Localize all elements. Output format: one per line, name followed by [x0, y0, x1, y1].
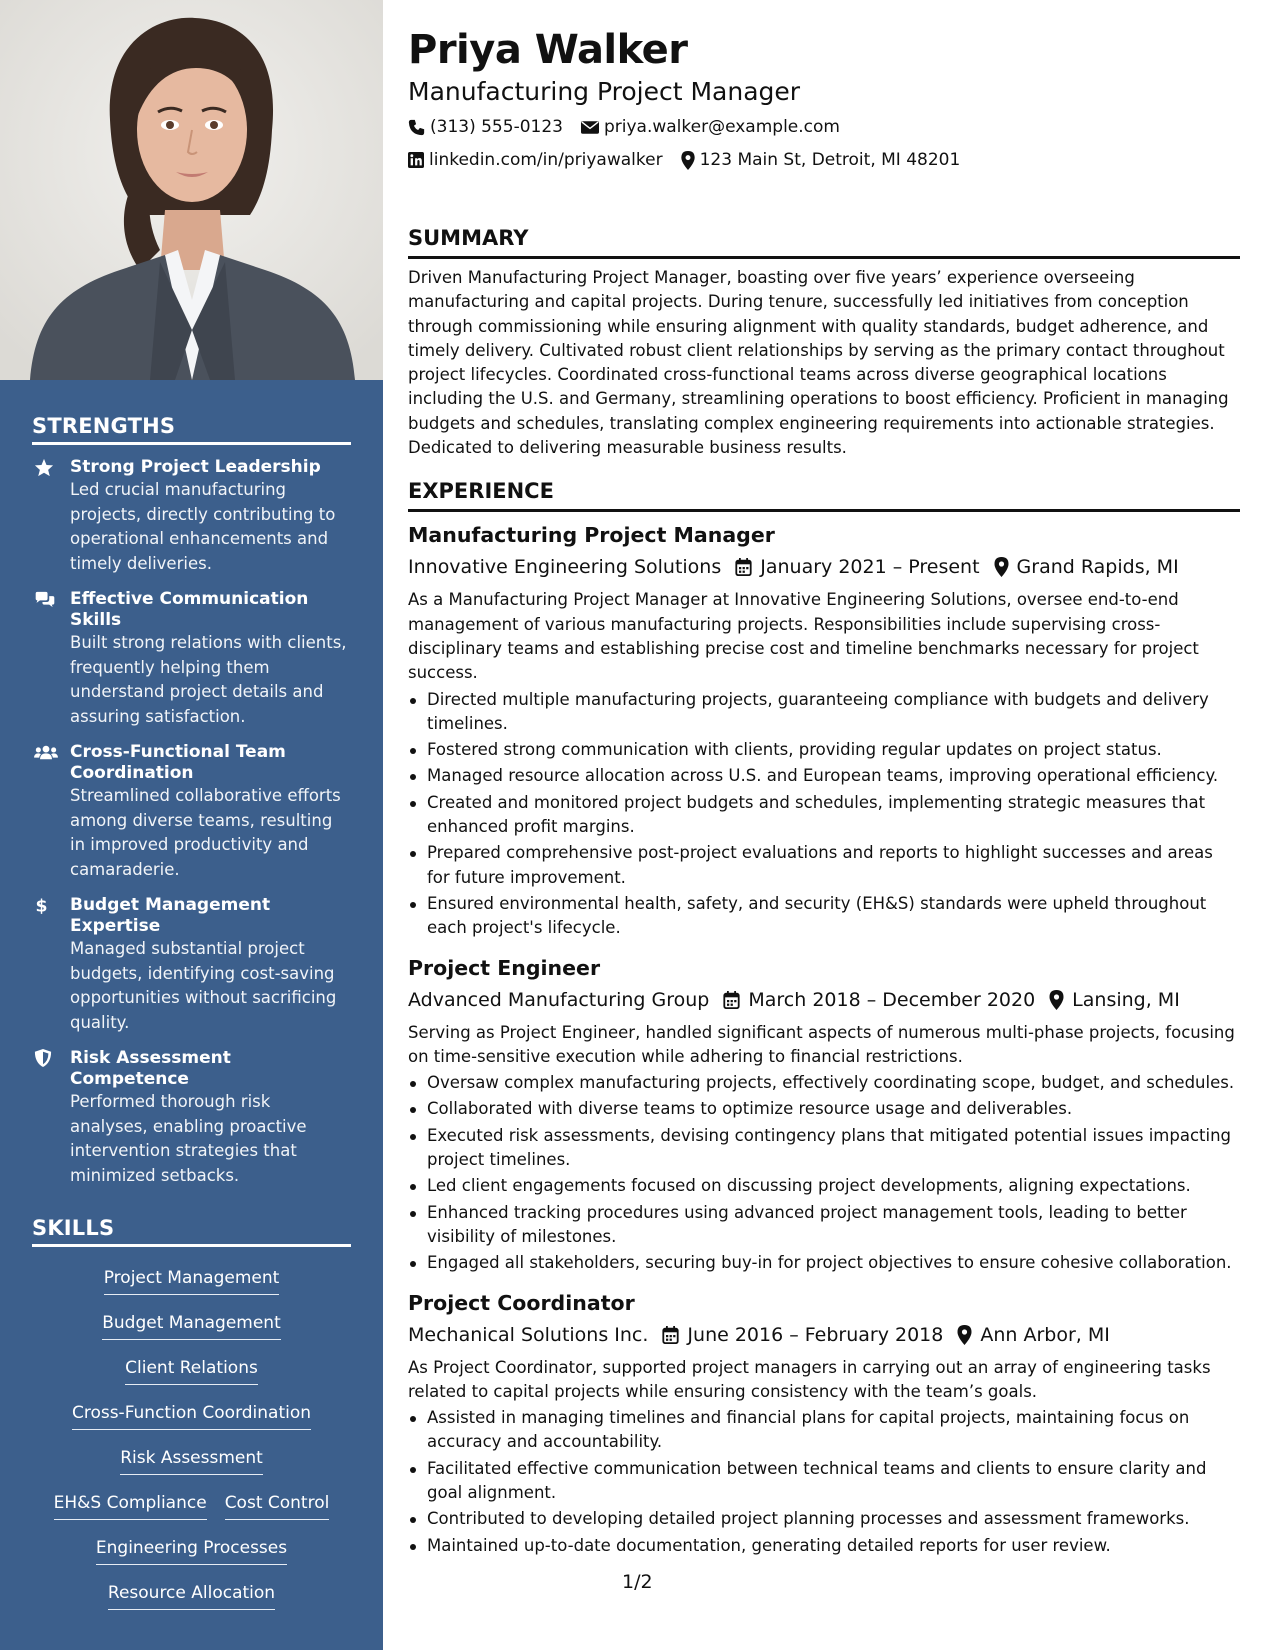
- svg-text:$: $: [35, 896, 48, 915]
- job-bullets: [408, 1406, 1240, 1558]
- star-icon: [32, 457, 70, 477]
- location-pin-icon: [681, 151, 695, 170]
- strength-title: Cross-Functional Team Coordination: [70, 742, 286, 783]
- strength-item: [32, 1048, 351, 1188]
- list-item: Facilitated effective communication between technical teams and clients to ensure clarity and goal alignment.: [408, 1457, 1240, 1506]
- skill-tag: Cross-Function Coordination: [72, 1401, 311, 1430]
- job-description: As a Manufacturing Project Manager at Innovative Engineering Solutions, oversee end-to-end management of various manufacturing projects. Responsibilities include supervising cross-disciplinary teams and establishing precise cost and timeline benchmarks necessary for project success.: [408, 590, 1199, 683]
- job-dates: [662, 1322, 943, 1348]
- location-text: Lansing, MI: [1072, 988, 1180, 1011]
- list-item: Collaborated with diverse teams to optimize resource usage and deliverables.: [408, 1097, 1240, 1121]
- location-pin-icon: [994, 557, 1009, 577]
- skill-tag: Cost Control: [225, 1491, 330, 1520]
- strengths-section: [0, 414, 383, 1188]
- strength-item: [32, 589, 351, 729]
- skills-heading: SKILLS: [32, 1216, 351, 1247]
- location-pin-icon: [1049, 990, 1064, 1010]
- location-pin-icon: [957, 1325, 972, 1345]
- job-meta: [408, 987, 1240, 1013]
- contact-row: [408, 149, 1240, 171]
- skill-tag: Resource Allocation: [108, 1581, 275, 1610]
- email-address: priya.walker@example.com: [603, 117, 840, 137]
- list-item: Managed resource allocation across U.S. and European teams, improving operational efficiency.: [408, 764, 1240, 788]
- users-icon: [32, 742, 70, 762]
- list-item: Led client engagements focused on discussing project developments, aligning expectations.: [408, 1174, 1240, 1198]
- strength-description: Managed substantial project budgets, identifying cost-saving opportunities without sacrificing quality.: [70, 939, 337, 1032]
- list-item: Oversaw complex manufacturing projects, effectively coordinating scope, budget, and schedules.: [408, 1071, 1240, 1095]
- main-content: [408, 0, 1240, 1558]
- calendar-icon: [662, 1326, 679, 1344]
- job-location: [994, 554, 1179, 580]
- strength-description: Streamlined collaborative efforts among diverse teams, resulting in improved productivity and camaraderie.: [70, 786, 341, 879]
- job-dates: [723, 987, 1035, 1013]
- job-entry: [408, 522, 1240, 940]
- list-item: Ensured environmental health, safety, and security (EH&S) standards were upheld throughout each project's lifecycle.: [408, 892, 1240, 941]
- job-role: Project Engineer: [408, 955, 601, 980]
- summary-heading: SUMMARY: [408, 225, 1240, 259]
- candidate-title: Manufacturing Project Manager: [408, 77, 801, 106]
- list-item: Fostered strong communication with clients, providing regular updates on project status.: [408, 738, 1240, 762]
- linkedin-contact[interactable]: [408, 149, 663, 171]
- comments-icon: [32, 589, 70, 609]
- job-role: Manufacturing Project Manager: [408, 523, 775, 548]
- location-text: Ann Arbor, MI: [980, 1323, 1110, 1346]
- strength-title: Budget Management Expertise: [70, 895, 271, 936]
- strengths-heading: STRENGTHS: [32, 414, 351, 445]
- date-range: January 2021 – Present: [760, 556, 980, 579]
- list-item: Contributed to developing detailed project planning processes and assessment frameworks.: [408, 1507, 1240, 1531]
- profile-photo: [0, 0, 383, 380]
- strength-item: [32, 895, 351, 1035]
- job-location: [957, 1322, 1110, 1348]
- strength-title: Strong Project Leadership: [70, 457, 321, 477]
- job-dates: [735, 554, 979, 580]
- strength-description: Performed thorough risk analyses, enabling proactive intervention strategies that minimized setbacks.: [70, 1092, 307, 1185]
- job-description: Serving as Project Engineer, handled significant aspects of numerous multi-phase projects, focusing on time-sensitive execution while adhering to financial restrictions.: [408, 1022, 1235, 1066]
- shield-icon: [32, 1048, 70, 1068]
- skill-tag: Budget Management: [102, 1311, 281, 1340]
- company-name: Innovative Engineering Solutions: [408, 556, 722, 579]
- date-range: March 2018 – December 2020: [748, 988, 1036, 1011]
- strength-title: Risk Assessment Competence: [70, 1048, 231, 1089]
- phone-icon: [408, 119, 425, 136]
- calendar-icon: [735, 558, 752, 576]
- contact-row: [408, 116, 1240, 138]
- skill-tag: EH&S Compliance: [54, 1491, 207, 1520]
- dollar-icon: [32, 895, 70, 915]
- job-role: Project Coordinator: [408, 1290, 635, 1315]
- list-item: Assisted in managing timelines and financial plans for capital projects, maintaining focus on accuracy and accountability.: [408, 1406, 1240, 1455]
- job-bullets: [408, 1071, 1240, 1275]
- location-text: Grand Rapids, MI: [1016, 556, 1179, 579]
- list-item: Enhanced tracking procedures using advanced project management tools, leading to better visibility of milestones.: [408, 1201, 1240, 1250]
- experience-heading: EXPERIENCE: [408, 478, 1240, 512]
- list-item: Created and monitored project budgets and schedules, implementing strategic measures that enhanced profit margins.: [408, 791, 1240, 840]
- email-contact[interactable]: [581, 116, 840, 138]
- skill-tag: Client Relations: [125, 1356, 258, 1385]
- strength-description: Built strong relations with clients, frequently helping them understand project details and assuring satisfaction.: [70, 633, 347, 726]
- page-indicator: 1/2: [622, 1571, 653, 1593]
- calendar-icon: [723, 991, 740, 1009]
- date-range: June 2016 – February 2018: [687, 1323, 944, 1346]
- phone-contact[interactable]: [408, 116, 563, 138]
- job-meta: [408, 554, 1240, 580]
- strength-item: [32, 742, 351, 882]
- strength-title: Effective Communication Skills: [70, 589, 309, 630]
- linkedin-icon: [408, 152, 424, 168]
- list-item: Maintained up-to-date documentation, generating detailed reports for user review.: [408, 1534, 1240, 1558]
- job-entry: [408, 1290, 1240, 1558]
- list-item: Engaged all stakeholders, securing buy-in for project objectives to ensure cohesive collaboration.: [408, 1251, 1240, 1275]
- company-name: Advanced Manufacturing Group: [408, 988, 710, 1011]
- address-contact: [681, 149, 961, 171]
- company-name: Mechanical Solutions Inc.: [408, 1323, 649, 1346]
- phone-number: (313) 555-0123: [430, 117, 563, 137]
- job-meta: [408, 1322, 1240, 1348]
- candidate-name: Priya Walker: [408, 27, 688, 73]
- portrait-illustration: [0, 0, 383, 380]
- summary-text: Driven Manufacturing Project Manager, boasting over five years’ experience overseeing manufacturing and capital projects. During tenure, successfully led initiatives from conception through commissioning while ensuring alignment with quality standards, budget adherence, and timely delivery. Cultivated robust client relationships by serving as the primary contact throughout project lifecycles. Coordinated cross-functional teams across diverse geographical locations including the U.S. and Germany, streamlining operations to boost efficiency. Proficient in managing budgets and schedules, translating complex engineering requirements into actionable strategies. Dedicated to delivering measurable business results.: [408, 268, 1229, 458]
- list-item: Prepared comprehensive post-project evaluations and reports to highlight successes and areas for future improvement.: [408, 841, 1240, 890]
- skill-tag: Project Management: [104, 1266, 280, 1295]
- job-entry: [408, 955, 1240, 1276]
- strength-description: Led crucial manufacturing projects, directly contributing to operational enhancements and timely deliveries.: [70, 480, 336, 573]
- skill-tag: Risk Assessment: [120, 1446, 263, 1475]
- street-address: 123 Main St, Detroit, MI 48201: [699, 150, 961, 170]
- list-item: Executed risk assessments, devising contingency plans that mitigated potential issues impacting project timelines.: [408, 1124, 1240, 1173]
- job-location: [1049, 987, 1180, 1013]
- envelope-icon: [581, 120, 599, 135]
- strength-item: [32, 457, 351, 576]
- linkedin-url: linkedin.com/in/priyawalker: [429, 150, 663, 170]
- skills-section: [0, 1216, 383, 1617]
- job-bullets: [408, 688, 1240, 941]
- skill-tag: Engineering Processes: [96, 1536, 287, 1565]
- sidebar: [0, 0, 383, 1650]
- list-item: Directed multiple manufacturing projects, guaranteeing compliance with budgets and delivery timelines.: [408, 688, 1240, 737]
- job-description: As Project Coordinator, supported project managers in carrying out an array of engineering tasks related to capital projects while ensuring consistency with the team’s goals.: [408, 1357, 1211, 1401]
